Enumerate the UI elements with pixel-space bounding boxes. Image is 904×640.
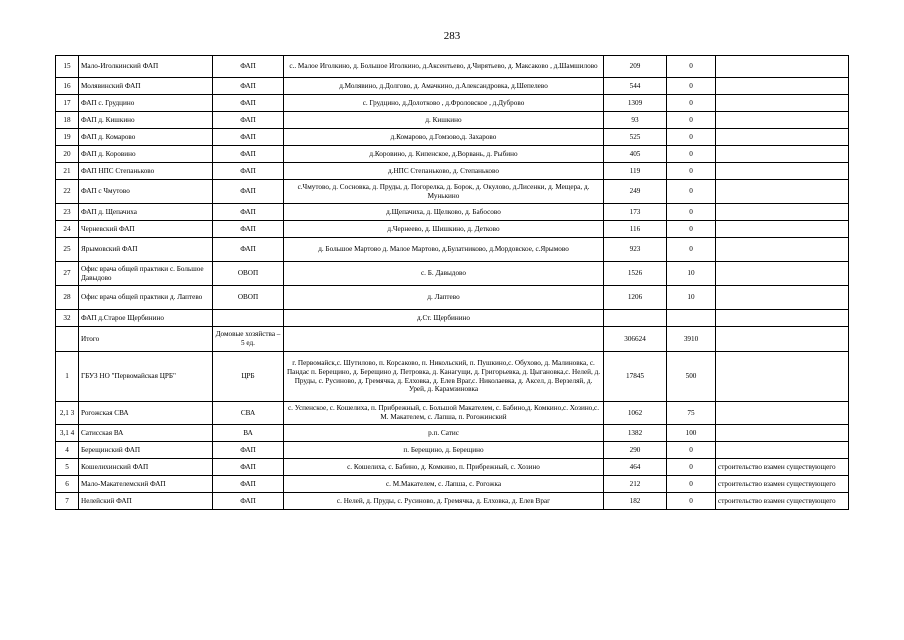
facility-name: Офис врача общей практики с. Большое Давыдово: [79, 262, 213, 286]
count-value: 0: [667, 56, 716, 78]
count-value: 0: [667, 180, 716, 204]
table-row: [56, 95, 849, 112]
row-number: 23: [56, 204, 79, 221]
note: [716, 95, 849, 112]
facility-name: ФАП д. Кишкино: [79, 112, 213, 129]
facility-name: Ярымовский ФАП: [79, 238, 213, 262]
table-row: [56, 56, 849, 78]
row-number: 3,1 4: [56, 425, 79, 442]
row-number: 21: [56, 163, 79, 180]
table-row: [56, 262, 849, 286]
row-number: 6: [56, 476, 79, 493]
note: [716, 221, 849, 238]
note: [716, 262, 849, 286]
settlements-served: [284, 327, 604, 352]
population: 923: [604, 238, 667, 262]
facility-type: ФАП: [213, 56, 284, 78]
settlements-served: с. Грудцино, д.Долотково , д.Фроловское , д.Дуброво: [284, 95, 604, 112]
facility-type: ФАП: [213, 238, 284, 262]
settlements-served: с. М.Макателем, с. Лапша, с. Рогожка: [284, 476, 604, 493]
table-row: [56, 442, 849, 459]
row-number: 1: [56, 352, 79, 402]
note: [716, 402, 849, 425]
population: 405: [604, 146, 667, 163]
note: строительство взамен существующего: [716, 493, 849, 510]
facility-name: ФАП д. Коровино: [79, 146, 213, 163]
row-number: 17: [56, 95, 79, 112]
count-value: 0: [667, 204, 716, 221]
facility-type: ФАП: [213, 95, 284, 112]
row-number: 7: [56, 493, 79, 510]
settlements-served: с.. Малое Иголкино, д. Большое Иголкино, д.Аксентьево, д.Чирятьево, д. Максаково , д.Шамшилово: [284, 56, 604, 78]
table-row: [56, 476, 849, 493]
table-row: [56, 180, 849, 204]
count-value: 0: [667, 78, 716, 95]
facility-type: СВА: [213, 402, 284, 425]
facility-type: ФАП: [213, 459, 284, 476]
count-value: 0: [667, 112, 716, 129]
note: [716, 78, 849, 95]
population: 116: [604, 221, 667, 238]
count-value: 0: [667, 146, 716, 163]
facility-name: Нелейский ФАП: [79, 493, 213, 510]
row-number: 19: [56, 129, 79, 146]
table-row: [56, 286, 849, 310]
population: 1382: [604, 425, 667, 442]
count-value: 3910: [667, 327, 716, 352]
settlements-served: д. Кишкино: [284, 112, 604, 129]
note: [716, 146, 849, 163]
row-number: 22: [56, 180, 79, 204]
settlements-served: с. Успенское, с. Кошелиха, п. Прибрежный, с. Большой Макателем, с. Бабино,д. Комкино,с. Хозино,с. М. Макателем, с. Лапша, п. Рогожинский: [284, 402, 604, 425]
count-value: 0: [667, 129, 716, 146]
count-value: 10: [667, 286, 716, 310]
facility-name: ФАП с. Грудцино: [79, 95, 213, 112]
population: 544: [604, 78, 667, 95]
note: [716, 204, 849, 221]
count-value: 0: [667, 163, 716, 180]
settlements-served: д. Лаптево: [284, 286, 604, 310]
facility-type: ОВОП: [213, 262, 284, 286]
table-row: [56, 493, 849, 510]
population: 249: [604, 180, 667, 204]
facility-type: ФАП: [213, 442, 284, 459]
settlements-served: д.Щепачиха, д. Щелково, д. Бабосово: [284, 204, 604, 221]
facility-name: Офис врача общей практики д. Лаптево: [79, 286, 213, 310]
settlements-served: д.Комарово, д.Гомзово,д. Захарово: [284, 129, 604, 146]
row-number: 24: [56, 221, 79, 238]
row-number: 18: [56, 112, 79, 129]
count-value: 0: [667, 493, 716, 510]
note: [716, 163, 849, 180]
table-row: [56, 425, 849, 442]
facility-type: ФАП: [213, 129, 284, 146]
note: [716, 327, 849, 352]
population: 464: [604, 459, 667, 476]
count-value: 0: [667, 442, 716, 459]
facility-name: Кошелихинский ФАП: [79, 459, 213, 476]
table-row: [56, 129, 849, 146]
table-row: [56, 204, 849, 221]
facility-type: ФАП: [213, 180, 284, 204]
table-row: [56, 238, 849, 262]
table-row: [56, 352, 849, 402]
facility-type: ФАП: [213, 163, 284, 180]
population: 173: [604, 204, 667, 221]
facility-type: ФАП: [213, 204, 284, 221]
count-value: 0: [667, 476, 716, 493]
table-row: [56, 163, 849, 180]
facility-type: ФАП: [213, 146, 284, 163]
facility-name: ФАП д. Щепачиха: [79, 204, 213, 221]
settlements-served: д.Коровино, д. Кипенское, д.Ворвань, д. Рыбино: [284, 146, 604, 163]
facility-name: Рогожская СВА: [79, 402, 213, 425]
page-number: 283: [443, 30, 461, 42]
note: [716, 425, 849, 442]
row-number: 25: [56, 238, 79, 262]
facility-name: Берещинский ФАП: [79, 442, 213, 459]
note: [716, 286, 849, 310]
table-row: [56, 78, 849, 95]
facility-type: ФАП: [213, 493, 284, 510]
facility-type: Домовые хозяйства – 5 ед.: [213, 327, 284, 352]
facility-type: ОВОП: [213, 286, 284, 310]
facility-name: ФАП д.Старое Щербинино: [79, 310, 213, 327]
table-row: [56, 221, 849, 238]
count-value: 0: [667, 238, 716, 262]
row-number: 16: [56, 78, 79, 95]
population: 17845: [604, 352, 667, 402]
facility-type: ВА: [213, 425, 284, 442]
count-value: 0: [667, 221, 716, 238]
population: 1526: [604, 262, 667, 286]
note: [716, 129, 849, 146]
settlements-served: с. Кошелиха, с. Бабино, д. Комкино, п. Прибрежный, с. Хозино: [284, 459, 604, 476]
settlements-served: д.Молявино, д.Долгово, д. Амачкино, д.Александровка, д.Шепелево: [284, 78, 604, 95]
facility-name: ФАП д. Комарово: [79, 129, 213, 146]
note: [716, 112, 849, 129]
population: 1206: [604, 286, 667, 310]
note: [716, 180, 849, 204]
note: строительство взамен существующего: [716, 459, 849, 476]
settlements-served: д. Большое Мартово д. Малое Мартово, д.Булатниково, д.Мордовское, с.Ярымово: [284, 238, 604, 262]
facilities-table: [55, 55, 849, 510]
settlements-served: д.Чернеево, д. Шишкино, д. Детково: [284, 221, 604, 238]
count-value: 100: [667, 425, 716, 442]
population: 209: [604, 56, 667, 78]
count-value: 500: [667, 352, 716, 402]
facility-type: ФАП: [213, 476, 284, 493]
facility-name: Итого: [79, 327, 213, 352]
settlements-served: с. Б. Давыдово: [284, 262, 604, 286]
table-row: [56, 112, 849, 129]
population: [604, 310, 667, 327]
settlements-served: г. Первомайск,с. Шутилово, п. Корсаково, п. Никольский, п. Пушкино,с. Обухово, д. Малиновка, с. Пандас п. Берещино, д. Берещино д. Петровка, д. Канагущи, д. Григорьевка, д. Цыгановка,с. Нелей, д. Пруды, с. Русиново, д. Гремячка, д. Елховка, д. Елев Враг,с. Николаевка, д. Аксел, д. Верзеляй, д. Урей, д. Карамзиновка: [284, 352, 604, 402]
row-number: 15: [56, 56, 79, 78]
table-row: [56, 310, 849, 327]
note: [716, 352, 849, 402]
population: 212: [604, 476, 667, 493]
note: [716, 310, 849, 327]
note: [716, 56, 849, 78]
row-number: 32: [56, 310, 79, 327]
population: 306624: [604, 327, 667, 352]
facility-type: [213, 310, 284, 327]
table-row: [56, 146, 849, 163]
count-value: 0: [667, 95, 716, 112]
population: 290: [604, 442, 667, 459]
table-row: [56, 327, 849, 352]
note: [716, 442, 849, 459]
facility-type: ФАП: [213, 78, 284, 95]
facility-name: Мало-Макателемский ФАП: [79, 476, 213, 493]
facility-type: ЦРБ: [213, 352, 284, 402]
count-value: [667, 310, 716, 327]
facility-type: ФАП: [213, 221, 284, 238]
count-value: 75: [667, 402, 716, 425]
row-number: 20: [56, 146, 79, 163]
facility-name: Черневский ФАП: [79, 221, 213, 238]
settlements-served: п. Берещино, д. Берещино: [284, 442, 604, 459]
population: 119: [604, 163, 667, 180]
population: 93: [604, 112, 667, 129]
settlements-served: с.Чмутово, д. Сосновка, д. Пруды, д. Погорелка, д. Борок, д. Окулово, д.Лисенки, д. Мещера, д. Мунькино: [284, 180, 604, 204]
table-row: [56, 459, 849, 476]
table-row: [56, 402, 849, 425]
row-number: [56, 327, 79, 352]
population: 1309: [604, 95, 667, 112]
facility-type: ФАП: [213, 112, 284, 129]
count-value: 10: [667, 262, 716, 286]
row-number: 28: [56, 286, 79, 310]
population: 1062: [604, 402, 667, 425]
population: 182: [604, 493, 667, 510]
population: 525: [604, 129, 667, 146]
row-number: 5: [56, 459, 79, 476]
row-number: 27: [56, 262, 79, 286]
facility-name: Мало-Иголкинский ФАП: [79, 56, 213, 78]
note: строительство взамен существующего: [716, 476, 849, 493]
settlements-served: д.Ст. Щербинино: [284, 310, 604, 327]
row-number: 2,1 3: [56, 402, 79, 425]
settlements-served: д.НПС Степаньково, д. Степаньково: [284, 163, 604, 180]
facility-name: Сатисская ВА: [79, 425, 213, 442]
count-value: 0: [667, 459, 716, 476]
facility-name: Молявинский ФАП: [79, 78, 213, 95]
row-number: 4: [56, 442, 79, 459]
facility-name: ФАП с Чмутово: [79, 180, 213, 204]
note: [716, 238, 849, 262]
facility-name: ФАП НПС Степаньково: [79, 163, 213, 180]
facility-name: ГБУЗ НО "Первомайская ЦРБ": [79, 352, 213, 402]
settlements-served: р.п. Сатис: [284, 425, 604, 442]
settlements-served: с. Нелей, д. Пруды, с. Русиново, д. Гремячка, д. Елховка, д. Елев Враг: [284, 493, 604, 510]
